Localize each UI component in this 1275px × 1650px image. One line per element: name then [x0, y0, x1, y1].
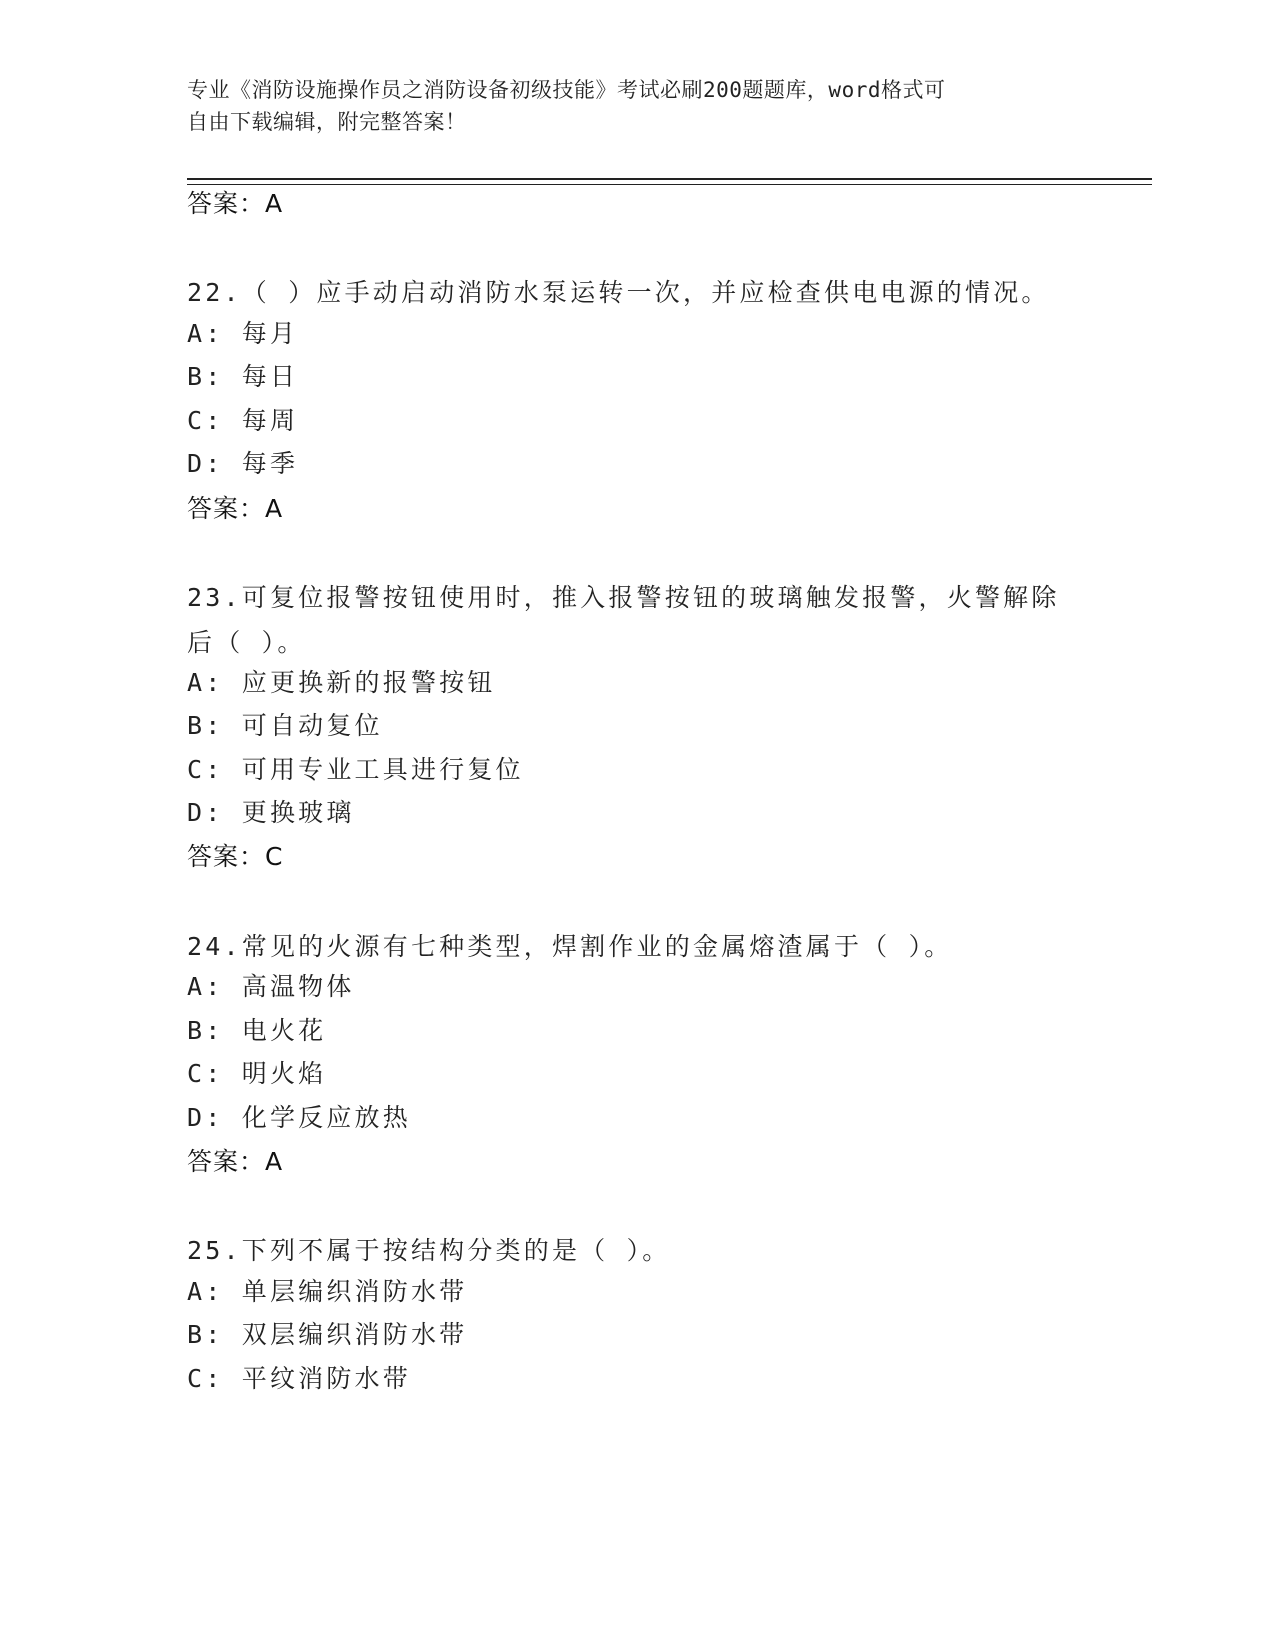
question-22-option-c: C: 每周 [187, 406, 299, 435]
question-24-option-a: A: 高温物体 [187, 972, 355, 1001]
question-22-option-d: D: 每季 [187, 449, 299, 478]
header-line-2: 自由下载编辑，附完整答案！ [187, 110, 467, 134]
question-23-answer: 答案：C [187, 842, 284, 871]
question-23-option-c: C: 可用专业工具进行复位 [187, 755, 524, 784]
question-25-text: 25.下列不属于按结构分类的是（ ）。 [187, 1236, 671, 1265]
question-22-option-b: B: 每日 [187, 362, 299, 391]
question-24-option-b: B: 电火花 [187, 1016, 327, 1045]
header-divider-thick [187, 178, 1152, 180]
question-23-option-d: D: 更换玻璃 [187, 798, 355, 827]
header-line-1: 专业《消防设施操作员之消防设备初级技能》考试必刷200题题库，word格式可 [187, 78, 946, 102]
header-divider-thin [187, 184, 1152, 185]
question-25-option-a: A: 单层编织消防水带 [187, 1277, 468, 1306]
question-22-text: 22.（ ）应手动启动消防水泵运转一次，并应检查供电电源的情况。 [187, 278, 1050, 307]
page-header [187, 74, 1067, 138]
question-25-option-b: B: 双层编织消防水带 [187, 1320, 468, 1349]
question-22-answer: 答案：A [187, 494, 284, 523]
question-23-text: 23.可复位报警按钮使用时，推入报警按钮的玻璃触发报警，火警解除后（ ）。 [187, 583, 1060, 657]
question-24-answer: 答案：A [187, 1147, 284, 1176]
question-23-option-b: B: 可自动复位 [187, 711, 383, 740]
question-24-option-d: D: 化学反应放热 [187, 1103, 411, 1132]
question-22-option-a: A: 每月 [187, 319, 299, 348]
question-24-text: 24.常见的火源有七种类型，焊割作业的金属熔渣属于（ ）。 [187, 932, 953, 961]
question-25-option-c: C: 平纹消防水带 [187, 1364, 411, 1393]
question-24-option-c: C: 明火焰 [187, 1059, 327, 1088]
question-23-option-a: A: 应更换新的报警按钮 [187, 668, 496, 697]
answer-21: 答案：A [187, 189, 284, 218]
